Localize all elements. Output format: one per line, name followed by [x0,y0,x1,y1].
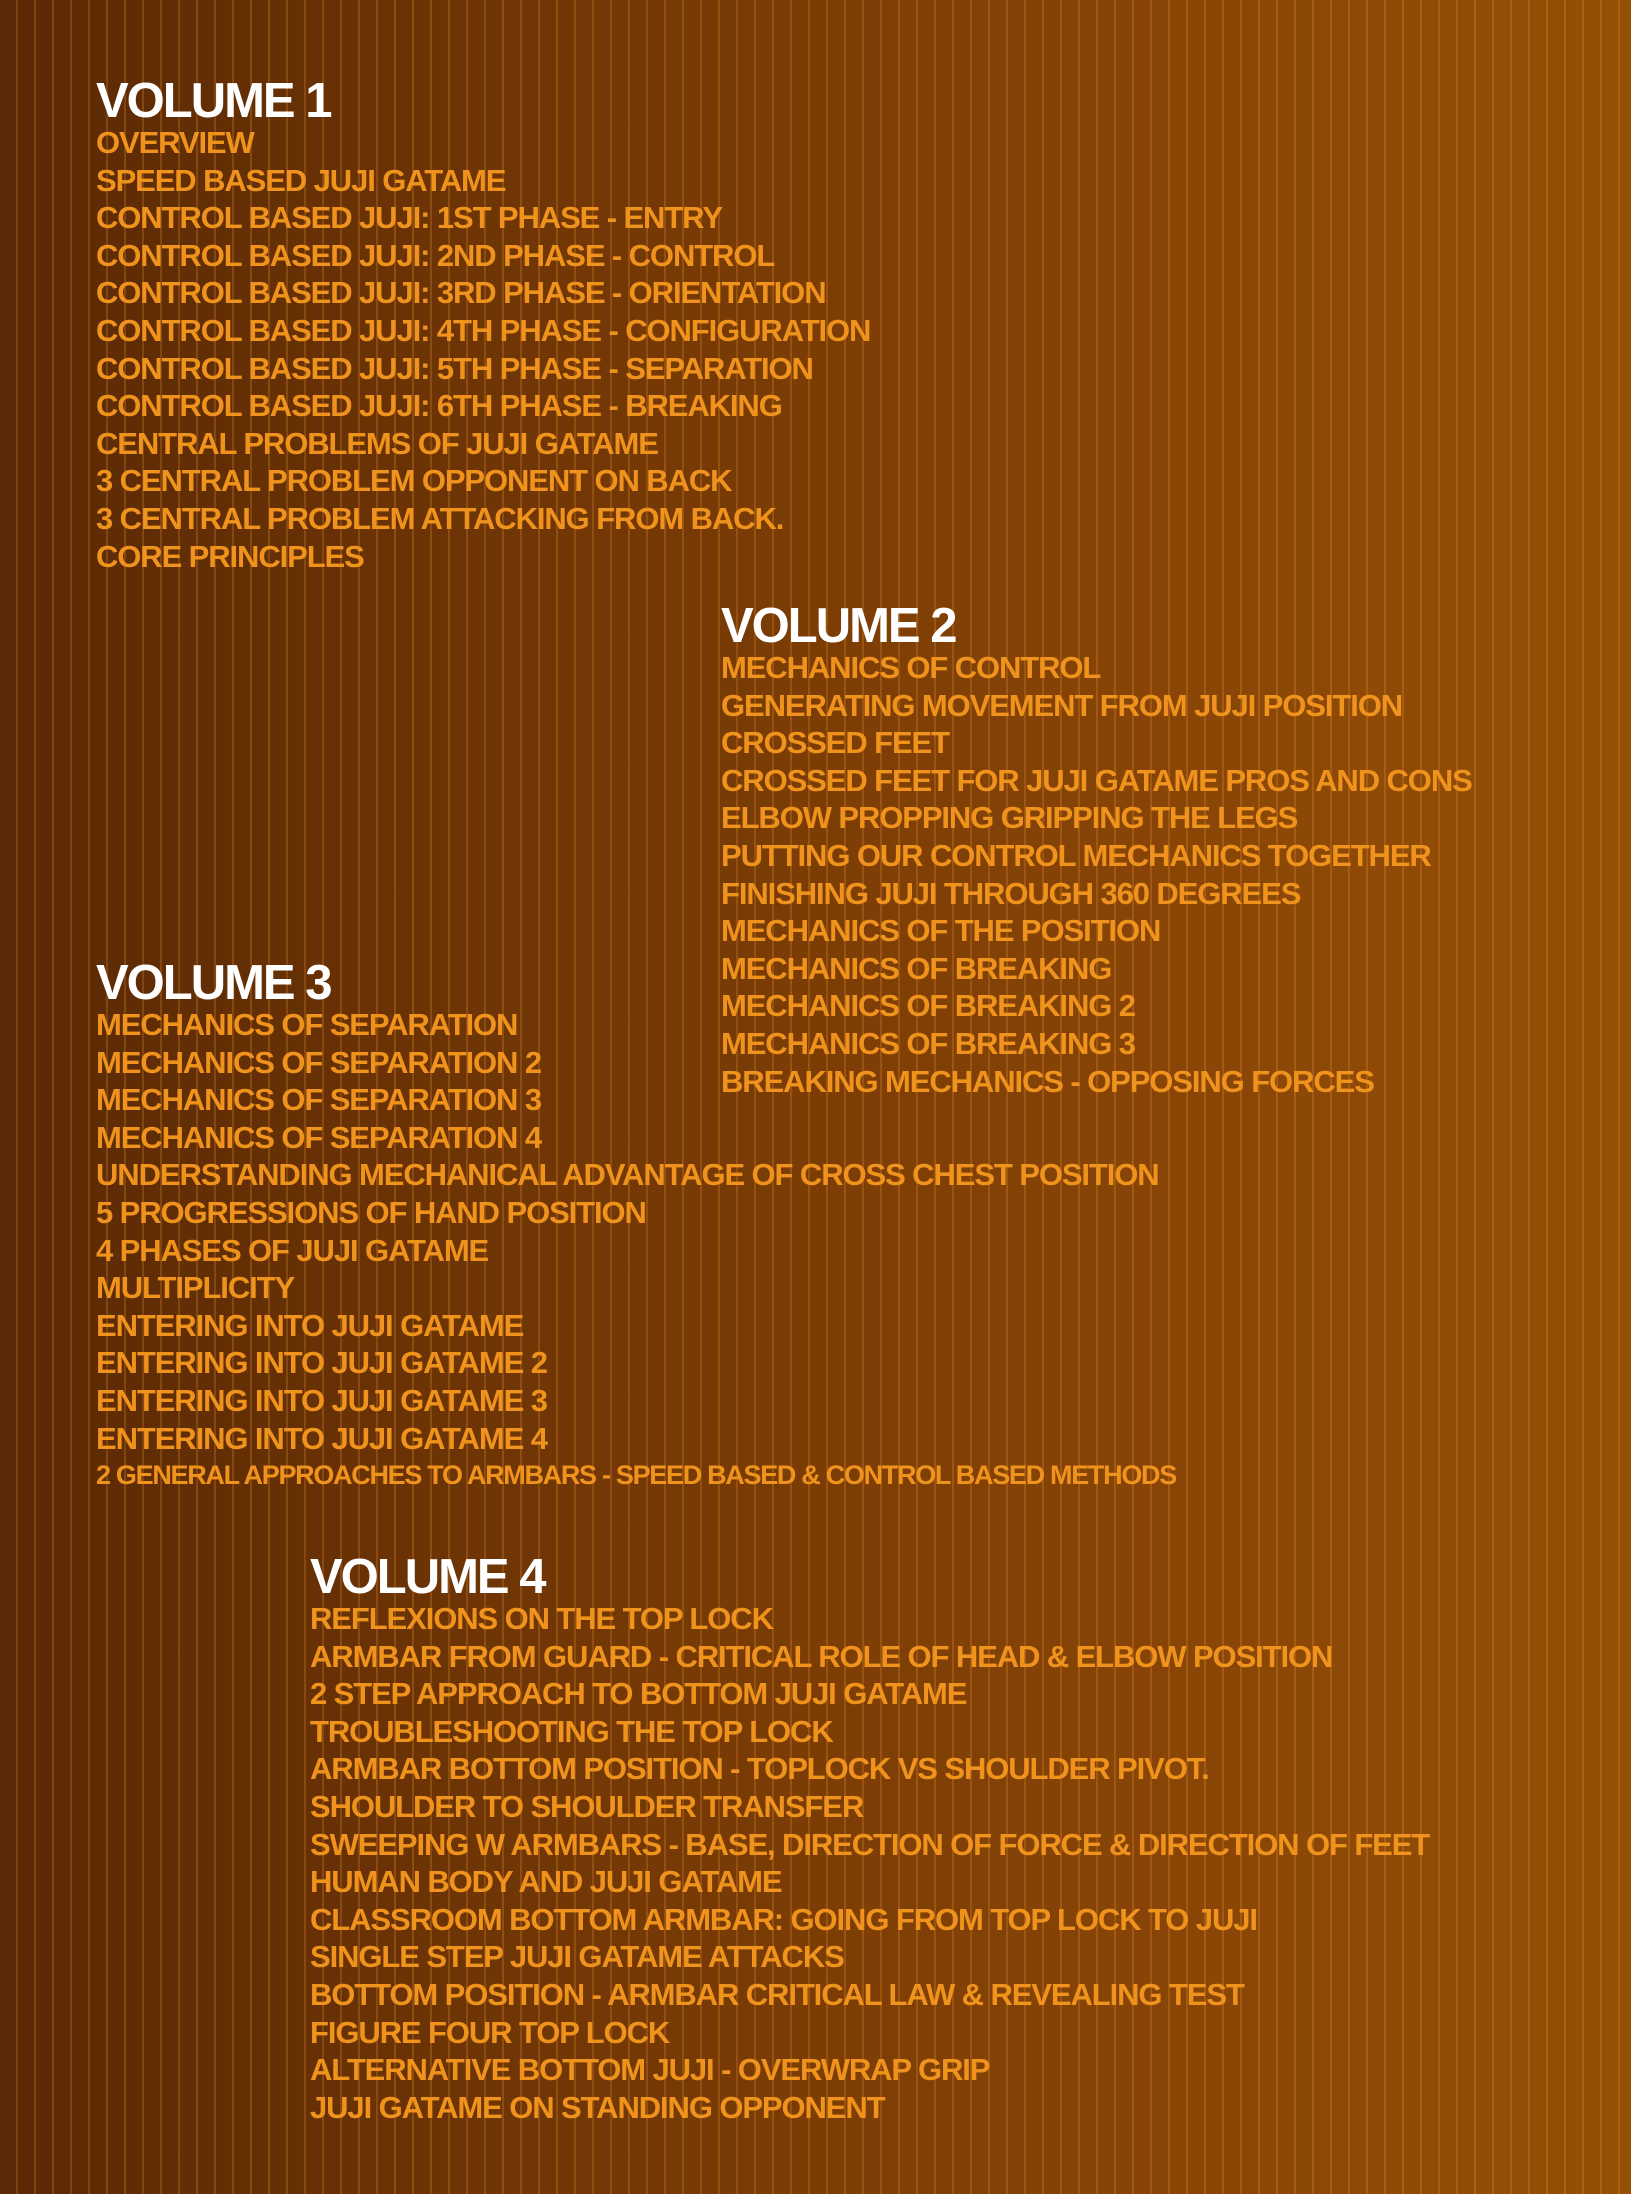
volume-2-item: CROSSED FEET [721,725,949,761]
volume-3-item: ENTERING INTO JUJI GATAME 2 [96,1345,547,1381]
volume-3-item: 4 PHASES OF JUJI GATAME [96,1232,489,1268]
volume-3-item: 5 PROGRESSIONS OF HAND POSITION [96,1194,646,1230]
volume-1-title: VOLUME 1 [96,74,331,128]
volume-2-item: ELBOW PROPPING GRIPPING THE LEGS [721,800,1298,836]
volume-2-item: CROSSED FEET FOR JUJI GATAME PROS AND CONS [721,762,1472,798]
volume-3-item: MECHANICS OF SEPARATION 4 [96,1119,541,1155]
volume-4-item: SINGLE STEP JUJI GATAME ATTACKS [310,1939,844,1975]
volume-2-item: MECHANICS OF BREAKING 2 [721,988,1135,1024]
volume-4-item: ALTERNATIVE BOTTOM JUJI - OVERWRAP GRIP [310,2052,990,2088]
volume-4-item: SHOULDER TO SHOULDER TRANSFER [310,1788,864,1824]
volume-1-item: OVERVIEW [96,125,254,160]
volume-4-item: ARMBAR FROM GUARD - CRITICAL ROLE OF HEAD & ELBOW POSITION [310,1638,1333,1674]
volume-4-item: SWEEPING W ARMBARS - BASE, DIRECTION OF FORCE & DIRECTION OF FEET [310,1826,1430,1862]
volume-2-item: MECHANICS OF BREAKING [721,950,1112,986]
volume-1-item: CONTROL BASED JUJI: 2ND PHASE - CONTROL [96,237,775,273]
volume-3-item: MULTIPLICITY [96,1270,295,1306]
volume-3-item: UNDERSTANDING MECHANICAL ADVANTAGE OF CROSS CHEST POSITION [96,1157,1159,1193]
volume-1-item: CONTROL BASED JUJI: 3RD PHASE - ORIENTATION [96,275,826,311]
volume-3-item: ENTERING INTO JUJI GATAME [96,1307,524,1343]
volume-4-item: ARMBAR BOTTOM POSITION - TOPLOCK VS SHOULDER PIVOT. [310,1751,1209,1787]
volume-1-item: CENTRAL PROBLEMS OF JUJI GATAME [96,425,658,461]
volume-3-section [96,958,1176,1495]
volume-2-item: PUTTING OUR CONTROL MECHANICS TOGETHER [721,837,1431,873]
volume-4-item: BOTTOM POSITION - ARMBAR CRITICAL LAW & REVEALING TEST [310,1976,1244,2012]
volume-2-item: MECHANICS OF THE POSITION [721,913,1161,949]
volume-3-item: ENTERING INTO JUJI GATAME 3 [96,1382,547,1418]
volume-1-item: CONTROL BASED JUJI: 6TH PHASE - BREAKING [96,388,782,424]
volume-4-section [310,1552,1429,2126]
volume-2-title: VOLUME 2 [721,599,956,653]
volume-4-item: HUMAN BODY AND JUJI GATAME [310,1864,782,1900]
volume-1-item: CONTROL BASED JUJI: 1ST PHASE - ENTRY [96,200,722,236]
volume-1-item: SPEED BASED JUJI GATAME [96,162,506,198]
volume-3-item: MECHANICS OF SEPARATION 3 [96,1082,541,1118]
volume-1-item: 3 CENTRAL PROBLEM ATTACKING FROM BACK. [96,500,784,536]
volume-2-item: GENERATING MOVEMENT FROM JUJI POSITION [721,687,1403,723]
volume-3-item: MECHANICS OF SEPARATION 2 [96,1044,541,1080]
volume-4-title: VOLUME 4 [310,1550,545,1604]
volume-1-item: CORE PRINCIPLES [96,538,364,574]
volume-4-item: REFLEXIONS ON THE TOP LOCK [310,1601,773,1636]
volume-4-item: TROUBLESHOOTING THE TOP LOCK [310,1713,833,1749]
volume-4-item: FIGURE FOUR TOP LOCK [310,2014,670,2050]
volume-2-item: MECHANICS OF CONTROL [721,650,1101,685]
volume-1-item: 3 CENTRAL PROBLEM OPPONENT ON BACK [96,463,732,499]
volume-3-item: 2 GENERAL APPROACHES TO ARMBARS - SPEED BASED & CONTROL BASED METHODS [96,1460,1176,1491]
volume-4-item: CLASSROOM BOTTOM ARMBAR: GOING FROM TOP LOCK TO JUJI [310,1901,1257,1937]
volume-3-item: MECHANICS OF SEPARATION [96,1007,518,1042]
volume-4-item: 2 STEP APPROACH TO BOTTOM JUJI GATAME [310,1676,967,1712]
volume-2-item: FINISHING JUJI THROUGH 360 DEGREES [721,875,1301,911]
volume-4-item: JUJI GATAME ON STANDING OPPONENT [310,2089,885,2125]
volume-1-item: CONTROL BASED JUJI: 4TH PHASE - CONFIGURATION [96,312,871,348]
volume-1-item: CONTROL BASED JUJI: 5TH PHASE - SEPARATION [96,350,813,386]
volume-3-title: VOLUME 3 [96,956,331,1010]
volume-2-item: BREAKING MECHANICS - OPPOSING FORCES [721,1063,1374,1099]
volume-3-item: ENTERING INTO JUJI GATAME 4 [96,1420,547,1456]
volume-1-section [96,76,870,575]
volume-2-item: MECHANICS OF BREAKING 3 [721,1025,1135,1061]
